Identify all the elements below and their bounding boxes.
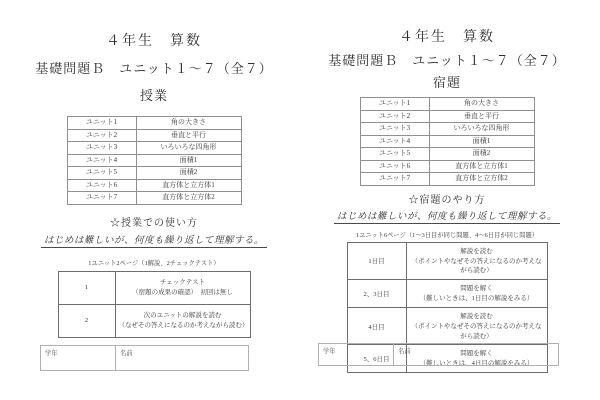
name-field: 名前 [394,344,559,366]
page-subtitle: 基礎問題Ｂ ユニット１～７（全７） [35,61,273,76]
unit-row [67,167,241,180]
procedure-step-action: 解説を読む [460,247,493,255]
procedure-step-description [406,307,547,345]
motto-text: はじめは難しいが、何度も繰り返して理解する。 [334,208,560,224]
section-label-class: 授業 [139,88,168,103]
procedure-row [58,304,250,337]
usage-header-class: ☆授業での使い方 [110,217,198,229]
procedure-step-note: （難しいときは、4日目の解説をみる） [419,360,534,368]
unit-number-cell: ユニット5 [67,167,136,180]
procedure-day-label: 4日目 [347,307,406,345]
unit-topic-cell: 面積1 [136,154,241,167]
worksheet-page-class [18,30,290,338]
unit-row [360,160,534,173]
procedure-step-note: （ポイントやなぜその答えになるのか考えながら読む） [411,257,542,275]
grade-field: 学年 [319,344,394,366]
procedure-step-note: （なぜその答えになるのか考えながら読む） [118,322,249,330]
name-field: 名前 [116,346,249,371]
page-title: ４年生 算数 [399,30,495,45]
procedure-step-description [406,242,547,280]
procedure-day-label: 5、6日目 [347,345,406,373]
unit-number-cell: ユニット3 [360,123,429,136]
page-title: ４年生 算数 [106,34,202,49]
student-info-row [41,346,249,371]
student-info-row [319,344,559,366]
procedure-step-action: 問題を解く [460,350,493,358]
unit-topic-cell: 垂直と平行 [429,110,534,123]
procedure-step-action: 次のユニットの解説を読む [143,312,222,320]
unit-row [360,148,534,161]
unit-topic-cell: 角の大きさ [429,98,534,111]
unit-number-cell: ユニット4 [67,154,136,167]
steps-caption: 1ユニット6ページ（1～3日目が同じ問題、4～6日目が同じ問題） [355,231,539,239]
unit-number-cell: ユニット2 [360,110,429,123]
student-info-table [40,345,249,371]
page-subtitle: 基礎問題Ｂ ユニット１～７（全７） [328,53,566,68]
unit-topic-cell: 直方体と立方体1 [429,160,534,173]
section-label-homework: 宿題 [432,75,461,90]
unit-number-cell: ユニット7 [67,192,136,205]
procedure-step-note: （宿題の成果の確認） 初回は無し [132,289,233,297]
unit-row [360,98,534,111]
unit-row [360,173,534,186]
unit-topic-cell: 直方体と立方体1 [136,179,241,192]
procedure-step-number: 2 [58,304,115,337]
procedure-step-note: （難しいときは、1日目の解説をみる） [419,295,534,302]
procedure-row [347,242,547,280]
unit-row [360,123,534,136]
procedure-step-description [115,304,250,337]
procedure-step-action: チェックテスト [159,279,206,287]
student-info-table [318,343,559,366]
unit-number-cell: ユニット4 [360,135,429,148]
unit-number-cell: ユニット7 [360,173,429,186]
unit-row [360,110,534,123]
unit-row [67,192,241,205]
procedure-step-description [115,271,250,304]
unit-number-cell: ユニット2 [67,129,136,142]
unit-topic-cell: 直方体と立方体2 [136,192,241,205]
usage-header-homework: ☆宿題のやり方 [408,194,486,206]
unit-topic-cell: 直方体と立方体2 [429,173,534,186]
procedure-day-label: 2、3日目 [347,280,406,308]
unit-topic-cell: いろいろな四角形 [429,123,534,136]
procedure-step-number: 1 [58,271,115,304]
unit-topic-cell: 垂直と平行 [136,129,241,142]
unit-topic-cell: 面積1 [429,135,534,148]
unit-row [67,142,241,155]
procedure-step-action: 問題を解く [460,285,493,292]
procedure-step-action: 解説を読む [460,312,493,320]
unit-list-table [67,116,242,205]
steps-caption: 1ユニット2ページ（1解説、2チェックテスト） [88,259,220,267]
procedure-row [347,280,547,308]
procedure-day-label: 1日目 [347,242,406,280]
unit-number-cell: ユニット1 [67,117,136,130]
unit-number-cell: ユニット6 [360,160,429,173]
unit-row [67,129,241,142]
unit-number-cell: ユニット5 [360,148,429,161]
unit-list-table [360,97,535,186]
unit-row [360,135,534,148]
unit-topic-cell: 面積2 [136,167,241,180]
unit-number-cell: ユニット1 [360,98,429,111]
unit-row [67,154,241,167]
unit-topic-cell: 面積2 [429,148,534,161]
procedure-row [58,271,250,304]
motto-text: はじめは難しいが、何度も繰り返して理解する。 [41,232,267,248]
grade-field: 学年 [41,346,116,371]
unit-topic-cell: 角の大きさ [136,117,241,130]
unit-number-cell: ユニット3 [67,142,136,155]
procedure-row [347,307,547,345]
procedure-step-note: （ポイントやなぜその答えになるのか考えながら読む） [411,322,542,340]
unit-topic-cell: いろいろな四角形 [136,142,241,155]
worksheet-page-homework [303,26,591,373]
unit-number-cell: ユニット6 [67,179,136,192]
class-procedure-table [58,271,251,338]
unit-row [67,179,241,192]
procedure-step-description [406,280,547,308]
unit-row [67,117,241,130]
